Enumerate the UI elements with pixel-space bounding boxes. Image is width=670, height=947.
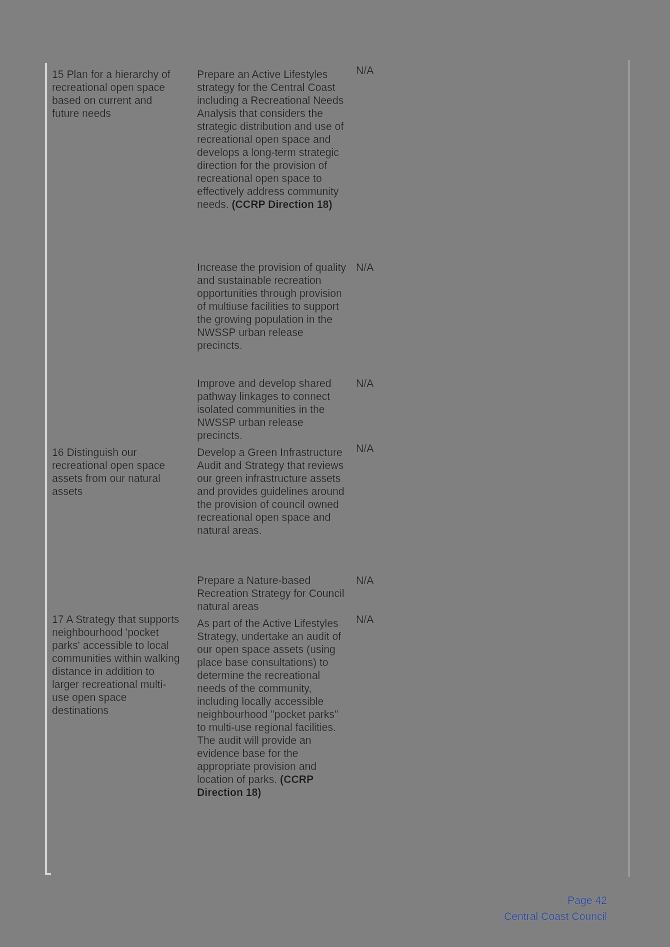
organisation-name: Central Coast Council — [503, 911, 607, 923]
action-text: Prepare an Active Lifestyles strategy for the Central Coast including a Recreational Needs Analysis that considers the strategic distribution and use of recreational open space and develops a long-term strategic direction for the provision of recreational open space to effectively address community needs. — [197, 69, 344, 211]
action-16-1: Develop a Green Infrastructure Audit and Strategy that reviews our green infrastructure assets and provides guidelines around the provision of council owned recreational open space and natural areas. — [197, 447, 345, 537]
action-text: As part of the Active Lifestyles Strategy, undertake an audit of our open space assets (using place base consultations) to determine the recreational needs of the community, including locally accessible neighbourhood "pocket parks" to multi-use regional facilities. The audit will provide an evidence base for the appropriate provision and location of parks. — [197, 618, 342, 786]
action-15-2: Increase the provision of quality and sustainable recreation opportunities through provision of multiuse facilities to support the growing population in the NWSSP urban release precincts. — [197, 262, 346, 352]
status-17-1: N/A — [356, 614, 374, 626]
page-number: Page 42 — [567, 895, 607, 907]
status-16-2: N/A — [356, 575, 374, 587]
table-left-border — [45, 63, 47, 875]
ccrp-reference: (CCRP Direction 18) — [197, 774, 314, 799]
status-15-2: N/A — [356, 262, 374, 274]
action-17-1 — [197, 618, 347, 800]
action-15-3: Improve and develop shared pathway linkages to connect isolated communities in the NWSSP urban release precincts. — [197, 378, 332, 442]
table-bottom-border — [45, 873, 51, 875]
table-right-border — [628, 60, 630, 877]
status-16-1: N/A — [356, 443, 374, 455]
goal-16: 16 Distinguish our recreational open space assets from our natural assets — [52, 447, 166, 498]
action-16-2: Prepare a Nature-based Recreation Strategy for Council natural areas — [197, 575, 345, 613]
goal-17: 17 A Strategy that supports neighbourhood 'pocket parks' accessible to local communities within walking distance in addition to larger recreational multi-use open space destinations — [52, 614, 180, 717]
status-15-1: N/A — [356, 65, 374, 77]
status-15-3: N/A — [356, 378, 374, 390]
action-15-1 — [197, 69, 347, 212]
ccrp-reference: (CCRP Direction 18) — [228, 199, 333, 211]
goal-15: 15 Plan for a hierarchy of recreational open space based on current and future needs — [52, 69, 171, 120]
